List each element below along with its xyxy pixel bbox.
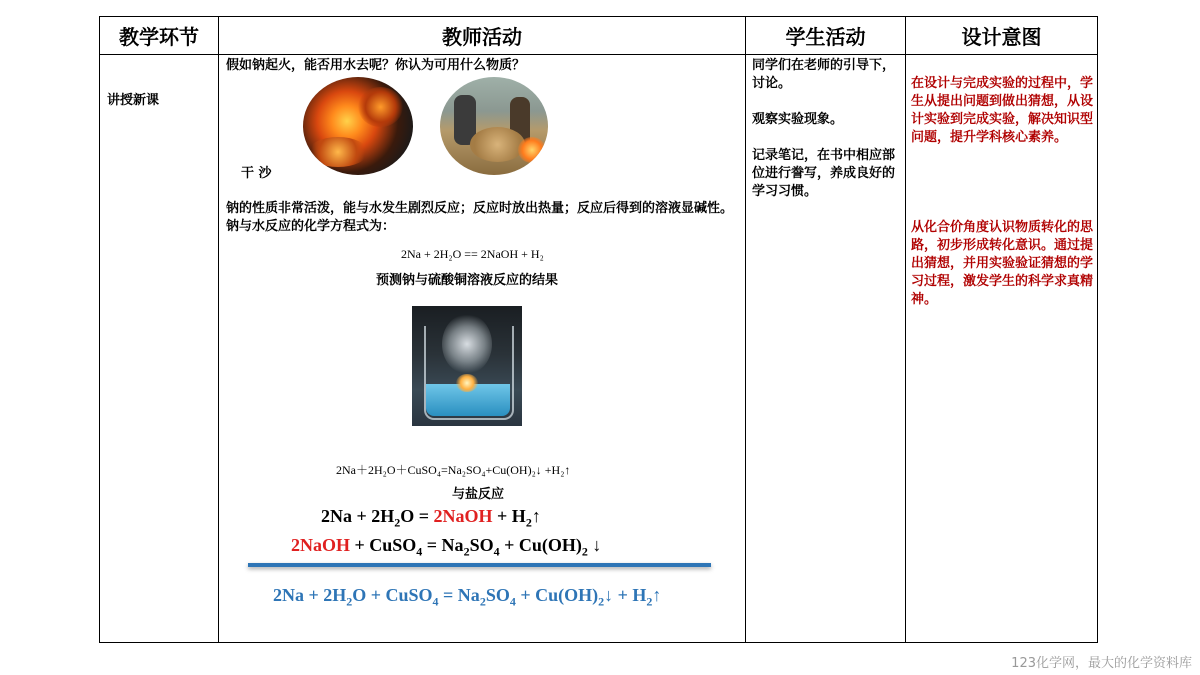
header-student: 学生活动 [785, 24, 866, 49]
student-observe: 观察实验现象。 [752, 112, 844, 127]
beaker-photo [412, 306, 522, 426]
teacher-paragraph: 钠的性质非常活泼，能与水发生剧烈反应；反应时放出热量；反应后得到的溶液显碱性。钠与水反应的化学方程式为： [226, 201, 734, 234]
equation-step-2: 2NaOH + CuSO$_4$ = $Na_2SO_4 + Cu(OH)_2$ ↓ [291, 535, 602, 559]
sand-photo [440, 77, 548, 175]
footer-watermark: 123化学网，最大的化学资料库 [1011, 656, 1192, 671]
equation-cuso4: 2Na＋2H₂O＋CuSO₄=Na₂SO₄+Cu(OH)₂↓ +H₂↑ [336, 463, 571, 477]
equation-step-1: $2Na + 2H_2O$ = 2NaOH + $H_2↑$ [321, 506, 541, 530]
sand-label: 干 沙 [241, 166, 272, 181]
design-intent-1: 在设计与完成实验的过程中，学生从提出问题到做出猜想，从设计实验到完成实验，解决知识型问题，提升学科核心素养。 [911, 76, 1094, 145]
stage-label: 讲授新课 [107, 93, 160, 108]
header-teacher: 教师活动 [442, 24, 522, 49]
equation-na-water: 2Na + 2H₂O == 2NaOH + H₂ [401, 247, 544, 261]
teacher-question: 假如钠起火，能否用水去呢？你认为可用什么物质？ [226, 58, 526, 73]
student-notes: 记录笔记，在书中相应部位进行誊写，养成良好的学习习惯。 [752, 148, 896, 199]
fire-photo [303, 77, 413, 175]
equation-divider [248, 563, 711, 567]
predict-text: 预测钠与硫酸铜溶液反应的结果 [376, 273, 559, 288]
header-stage: 教学环节 [119, 24, 199, 49]
student-discussion: 同学们在老师的引导下，讨论。 [752, 58, 896, 91]
salt-reaction-label: 与盐反应 [452, 487, 505, 502]
header-design: 设计意图 [961, 24, 1042, 49]
design-intent-2: 从化合价角度认识物质转化的思路，初步形成转化意识。通过提出猜想，并用实验验证猜想的学习过程，激发学生的科学求真精神。 [911, 220, 1094, 307]
equation-combined: $2Na + 2H_2O$ + CuSO$_4$ = $Na_2SO_4$ + $Cu(OH)_2↓$ + $H_2↑$ [273, 585, 662, 609]
